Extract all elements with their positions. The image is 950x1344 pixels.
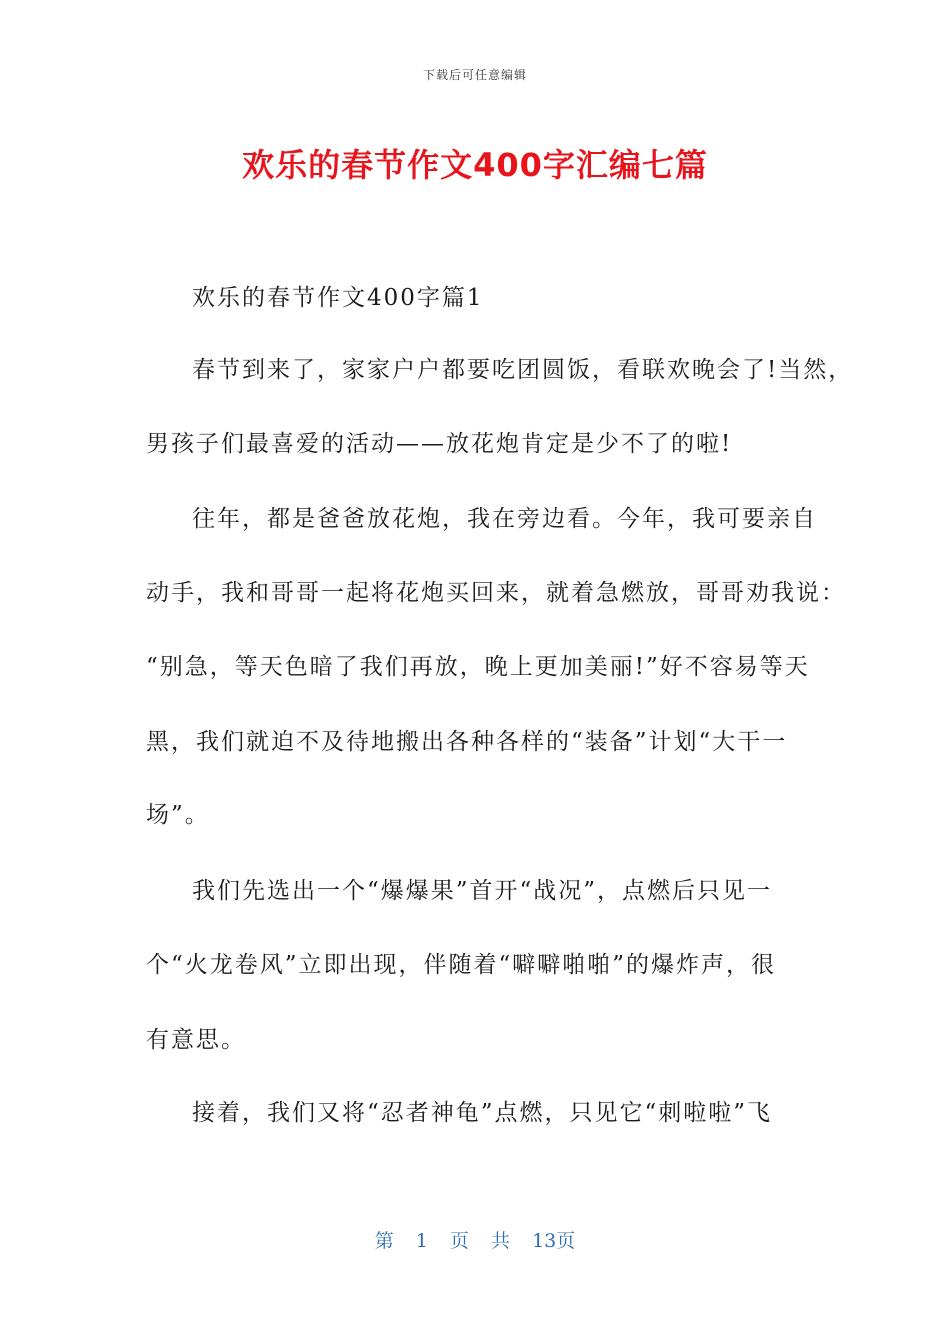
paragraph-line: 往年，都是爸爸放花炮，我在旁边看。今年，我可要亲自 bbox=[192, 506, 817, 532]
footer-prefix: 第 bbox=[374, 1230, 394, 1252]
header-note: 下载后可任意编辑 bbox=[422, 68, 527, 82]
page-footer bbox=[0, 1226, 950, 1253]
footer-total-word: 共 bbox=[491, 1230, 511, 1252]
footer-current-page: 1 bbox=[415, 1230, 428, 1252]
paragraph-line: 我们先选出一个“爆爆果”首开“战况”，点燃后只见一 bbox=[192, 878, 773, 904]
paragraph-line: 动手，我和哥哥一起将花炮买回来，就着急燃放，哥哥劝我说： bbox=[146, 580, 846, 606]
paragraph-line: 场”。 bbox=[146, 802, 210, 828]
paragraph-line: 有意思。 bbox=[146, 1027, 246, 1053]
section-heading: 欢乐的春节作文400字篇1 bbox=[192, 285, 484, 311]
footer-page-word: 页 bbox=[449, 1230, 469, 1252]
paragraph-line: 男孩子们最喜爱的活动——放花炮肯定是少不了的啦! bbox=[146, 431, 733, 457]
paragraph-line: 接着，我们又将“忍者神龟”点燃，只见它“刺啦啦”飞 bbox=[192, 1100, 773, 1126]
paragraph-line: 春节到来了，家家户户都要吃团圆饭，看联欢晚会了!当然， bbox=[192, 357, 854, 383]
paragraph-line: “别急，等天色暗了我们再放，晚上更加美丽!”好不容易等天 bbox=[146, 654, 810, 680]
footer-total-pages: 13页 bbox=[532, 1230, 576, 1252]
document-title: 欢乐的春节作文400字汇编七篇 bbox=[242, 146, 708, 184]
paragraph-line: 黑，我们就迫不及待地搬出各种各样的“装备”计划“大干一 bbox=[146, 729, 788, 755]
paragraph-line: 个“火龙卷风”立即出现，伴随着“噼噼啪啪”的爆炸声，很 bbox=[146, 952, 777, 978]
